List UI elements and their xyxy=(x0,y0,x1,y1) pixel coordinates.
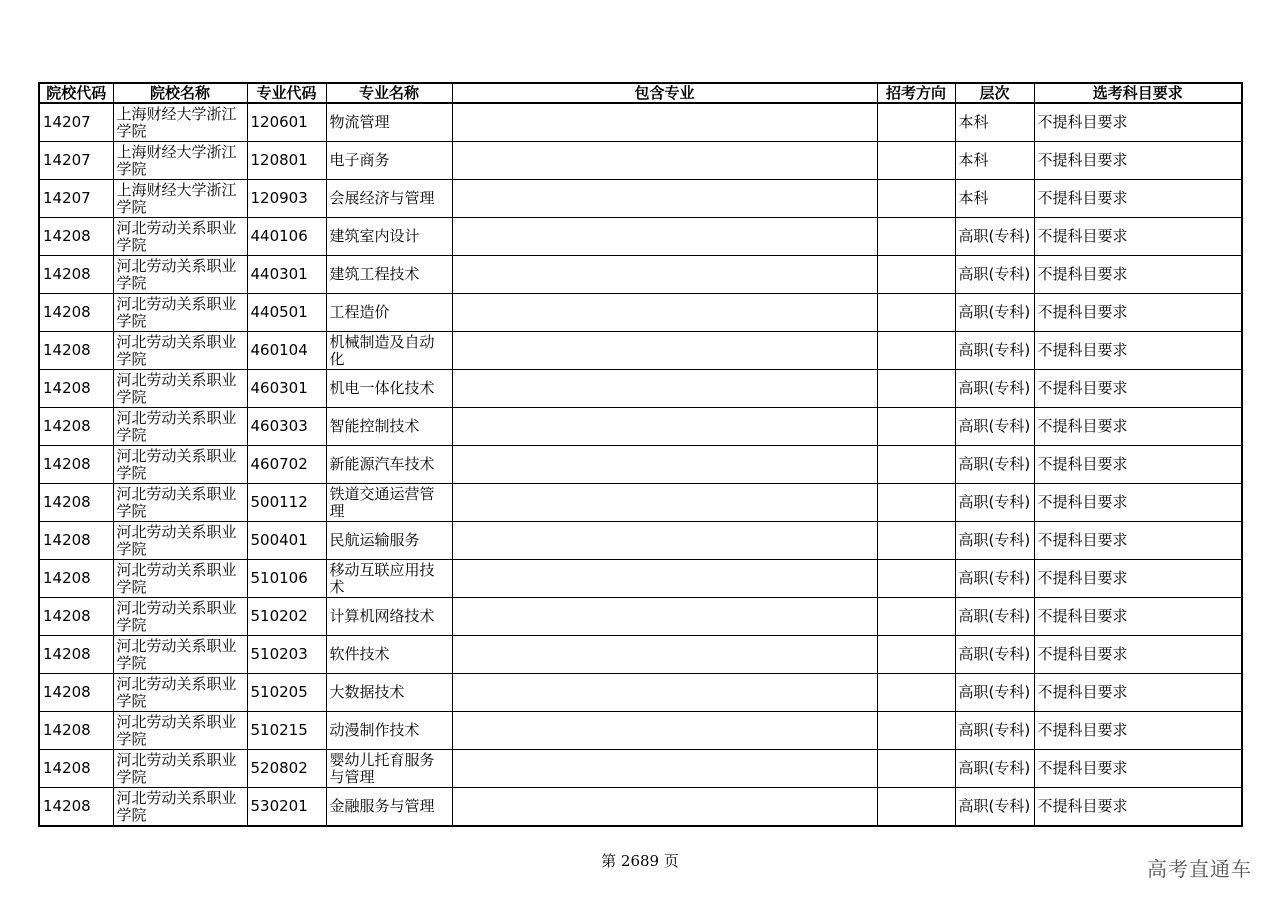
major-code-cell: 120903 xyxy=(247,180,326,218)
direction-cell xyxy=(877,294,955,332)
school-code-cell: 14207 xyxy=(39,103,113,142)
included-majors-cell xyxy=(452,712,877,750)
direction-cell xyxy=(877,522,955,560)
subject-requirement-cell: 不提科目要求 xyxy=(1034,332,1242,370)
major-name-cell: 机械制造及自动化 xyxy=(326,332,452,370)
direction-cell xyxy=(877,674,955,712)
level-cell: 高职(专科) xyxy=(955,218,1034,256)
major-code-cell: 510203 xyxy=(247,636,326,674)
included-majors-cell xyxy=(452,598,877,636)
direction-cell xyxy=(877,712,955,750)
level-cell: 高职(专科) xyxy=(955,370,1034,408)
direction-cell xyxy=(877,218,955,256)
major-name-cell: 金融服务与管理 xyxy=(326,788,452,827)
level-cell: 高职(专科) xyxy=(955,522,1034,560)
level-cell: 高职(专科) xyxy=(955,712,1034,750)
subject-requirement-cell: 不提科目要求 xyxy=(1034,484,1242,522)
subject-requirement-cell: 不提科目要求 xyxy=(1034,256,1242,294)
level-header: 层次 xyxy=(955,83,1034,103)
major-name-cell: 智能控制技术 xyxy=(326,408,452,446)
included-majors-cell xyxy=(452,180,877,218)
level-cell: 高职(专科) xyxy=(955,256,1034,294)
level-cell: 高职(专科) xyxy=(955,636,1034,674)
level-cell: 本科 xyxy=(955,180,1034,218)
table-row xyxy=(39,598,1242,636)
included-majors-header: 包含专业 xyxy=(452,83,877,103)
direction-cell xyxy=(877,180,955,218)
subject-requirement-cell: 不提科目要求 xyxy=(1034,103,1242,142)
school-code-cell: 14208 xyxy=(39,712,113,750)
major-name-cell: 移动互联应用技术 xyxy=(326,560,452,598)
major-code-cell: 510215 xyxy=(247,712,326,750)
included-majors-cell xyxy=(452,636,877,674)
table-row xyxy=(39,408,1242,446)
major-name-cell: 建筑室内设计 xyxy=(326,218,452,256)
direction-cell xyxy=(877,370,955,408)
school-code-cell: 14208 xyxy=(39,636,113,674)
level-cell: 高职(专科) xyxy=(955,484,1034,522)
major-code-cell: 440106 xyxy=(247,218,326,256)
major-name-cell: 大数据技术 xyxy=(326,674,452,712)
included-majors-cell xyxy=(452,484,877,522)
major-name-cell: 动漫制作技术 xyxy=(326,712,452,750)
table-body xyxy=(39,103,1242,826)
major-name-cell: 铁道交通运营管理 xyxy=(326,484,452,522)
school-name-cell: 河北劳动关系职业学院 xyxy=(113,332,247,370)
level-cell: 本科 xyxy=(955,142,1034,180)
table-row xyxy=(39,636,1242,674)
table-row xyxy=(39,446,1242,484)
school-name-cell: 河北劳动关系职业学院 xyxy=(113,636,247,674)
school-name-cell: 河北劳动关系职业学院 xyxy=(113,256,247,294)
school-name-cell: 上海财经大学浙江学院 xyxy=(113,103,247,142)
included-majors-cell xyxy=(452,750,877,788)
major-name-cell: 软件技术 xyxy=(326,636,452,674)
school-code-cell: 14208 xyxy=(39,598,113,636)
watermark-logo-text: 高考直通车 xyxy=(1147,857,1252,881)
major-code-cell: 460303 xyxy=(247,408,326,446)
level-cell: 高职(专科) xyxy=(955,598,1034,636)
subject-requirement-cell: 不提科目要求 xyxy=(1034,560,1242,598)
major-name-cell: 民航运输服务 xyxy=(326,522,452,560)
school-code-cell: 14208 xyxy=(39,256,113,294)
school-name-cell: 河北劳动关系职业学院 xyxy=(113,218,247,256)
table-row xyxy=(39,103,1242,142)
subject-requirement-cell: 不提科目要求 xyxy=(1034,408,1242,446)
subject-requirement-cell: 不提科目要求 xyxy=(1034,674,1242,712)
school-name-cell: 河北劳动关系职业学院 xyxy=(113,712,247,750)
major-name-cell: 物流管理 xyxy=(326,103,452,142)
page-number: 第 2689 页 xyxy=(601,852,679,870)
direction-cell xyxy=(877,332,955,370)
school-name-cell: 河北劳动关系职业学院 xyxy=(113,370,247,408)
subject-requirement-cell: 不提科目要求 xyxy=(1034,712,1242,750)
school-code-cell: 14208 xyxy=(39,522,113,560)
table-row xyxy=(39,484,1242,522)
direction-cell xyxy=(877,484,955,522)
level-cell: 高职(专科) xyxy=(955,788,1034,827)
school-name-cell: 河北劳动关系职业学院 xyxy=(113,408,247,446)
level-cell: 高职(专科) xyxy=(955,446,1034,484)
school-name-cell: 河北劳动关系职业学院 xyxy=(113,788,247,827)
level-cell: 高职(专科) xyxy=(955,332,1034,370)
included-majors-cell xyxy=(452,294,877,332)
subject-requirement-cell: 不提科目要求 xyxy=(1034,370,1242,408)
school-code-cell: 14207 xyxy=(39,180,113,218)
direction-cell xyxy=(877,560,955,598)
major-code-cell: 120801 xyxy=(247,142,326,180)
subject-requirement-cell: 不提科目要求 xyxy=(1034,598,1242,636)
included-majors-cell xyxy=(452,446,877,484)
table-row xyxy=(39,560,1242,598)
school-name-cell: 河北劳动关系职业学院 xyxy=(113,522,247,560)
major-code-cell: 460702 xyxy=(247,446,326,484)
major-code-cell: 510202 xyxy=(247,598,326,636)
admissions-table xyxy=(38,82,1243,827)
school-name-cell: 河北劳动关系职业学院 xyxy=(113,484,247,522)
included-majors-cell xyxy=(452,560,877,598)
major-name-cell: 会展经济与管理 xyxy=(326,180,452,218)
school-code-cell: 14208 xyxy=(39,788,113,827)
level-cell: 高职(专科) xyxy=(955,750,1034,788)
school-code-cell: 14208 xyxy=(39,446,113,484)
direction-cell xyxy=(877,408,955,446)
school-code-cell: 14208 xyxy=(39,674,113,712)
included-majors-cell xyxy=(452,522,877,560)
major-name-cell: 机电一体化技术 xyxy=(326,370,452,408)
major-name-cell: 电子商务 xyxy=(326,142,452,180)
school-name-cell: 河北劳动关系职业学院 xyxy=(113,598,247,636)
level-cell: 高职(专科) xyxy=(955,294,1034,332)
school-name-cell: 河北劳动关系职业学院 xyxy=(113,446,247,484)
subject-requirement-cell: 不提科目要求 xyxy=(1034,788,1242,827)
subject-requirement-cell: 不提科目要求 xyxy=(1034,522,1242,560)
major-code-header: 专业代码 xyxy=(247,83,326,103)
direction-cell xyxy=(877,103,955,142)
school-code-cell: 14208 xyxy=(39,408,113,446)
direction-cell xyxy=(877,256,955,294)
table-row xyxy=(39,218,1242,256)
direction-header: 招考方向 xyxy=(877,83,955,103)
included-majors-cell xyxy=(452,142,877,180)
direction-cell xyxy=(877,750,955,788)
table-row xyxy=(39,370,1242,408)
table-row xyxy=(39,256,1242,294)
major-code-cell: 500401 xyxy=(247,522,326,560)
major-code-cell: 510106 xyxy=(247,560,326,598)
major-code-cell: 510205 xyxy=(247,674,326,712)
major-name-cell: 新能源汽车技术 xyxy=(326,446,452,484)
level-cell: 高职(专科) xyxy=(955,560,1034,598)
direction-cell xyxy=(877,788,955,827)
direction-cell xyxy=(877,446,955,484)
table-row xyxy=(39,142,1242,180)
table-row xyxy=(39,522,1242,560)
subject-requirement-header: 选考科目要求 xyxy=(1034,83,1242,103)
major-code-cell: 440301 xyxy=(247,256,326,294)
major-code-cell: 460301 xyxy=(247,370,326,408)
table-row xyxy=(39,332,1242,370)
major-name-cell: 婴幼儿托育服务与管理 xyxy=(326,750,452,788)
major-name-header: 专业名称 xyxy=(326,83,452,103)
subject-requirement-cell: 不提科目要求 xyxy=(1034,750,1242,788)
subject-requirement-cell: 不提科目要求 xyxy=(1034,636,1242,674)
subject-requirement-cell: 不提科目要求 xyxy=(1034,294,1242,332)
included-majors-cell xyxy=(452,674,877,712)
subject-requirement-cell: 不提科目要求 xyxy=(1034,446,1242,484)
school-name-header: 院校名称 xyxy=(113,83,247,103)
school-name-cell: 河北劳动关系职业学院 xyxy=(113,674,247,712)
included-majors-cell xyxy=(452,218,877,256)
included-majors-cell xyxy=(452,788,877,827)
table-row xyxy=(39,674,1242,712)
school-code-cell: 14208 xyxy=(39,750,113,788)
table-row xyxy=(39,750,1242,788)
direction-cell xyxy=(877,636,955,674)
school-name-cell: 上海财经大学浙江学院 xyxy=(113,180,247,218)
included-majors-cell xyxy=(452,103,877,142)
school-code-header: 院校代码 xyxy=(39,83,113,103)
table-row xyxy=(39,294,1242,332)
header-row xyxy=(39,83,1242,103)
major-name-cell: 计算机网络技术 xyxy=(326,598,452,636)
level-cell: 本科 xyxy=(955,103,1034,142)
school-code-cell: 14208 xyxy=(39,294,113,332)
major-code-cell: 530201 xyxy=(247,788,326,827)
level-cell: 高职(专科) xyxy=(955,408,1034,446)
table-row xyxy=(39,712,1242,750)
major-name-cell: 建筑工程技术 xyxy=(326,256,452,294)
school-code-cell: 14207 xyxy=(39,142,113,180)
table-header xyxy=(39,83,1242,103)
table-row xyxy=(39,180,1242,218)
school-name-cell: 河北劳动关系职业学院 xyxy=(113,560,247,598)
major-code-cell: 520802 xyxy=(247,750,326,788)
major-code-cell: 460104 xyxy=(247,332,326,370)
school-code-cell: 14208 xyxy=(39,560,113,598)
direction-cell xyxy=(877,142,955,180)
school-name-cell: 上海财经大学浙江学院 xyxy=(113,142,247,180)
direction-cell xyxy=(877,598,955,636)
subject-requirement-cell: 不提科目要求 xyxy=(1034,218,1242,256)
included-majors-cell xyxy=(452,370,877,408)
school-name-cell: 河北劳动关系职业学院 xyxy=(113,750,247,788)
included-majors-cell xyxy=(452,256,877,294)
school-code-cell: 14208 xyxy=(39,484,113,522)
major-code-cell: 500112 xyxy=(247,484,326,522)
major-code-cell: 120601 xyxy=(247,103,326,142)
level-cell: 高职(专科) xyxy=(955,674,1034,712)
included-majors-cell xyxy=(452,408,877,446)
school-code-cell: 14208 xyxy=(39,370,113,408)
table-row xyxy=(39,788,1242,827)
included-majors-cell xyxy=(452,332,877,370)
school-code-cell: 14208 xyxy=(39,218,113,256)
major-code-cell: 440501 xyxy=(247,294,326,332)
school-name-cell: 河北劳动关系职业学院 xyxy=(113,294,247,332)
subject-requirement-cell: 不提科目要求 xyxy=(1034,180,1242,218)
subject-requirement-cell: 不提科目要求 xyxy=(1034,142,1242,180)
major-name-cell: 工程造价 xyxy=(326,294,452,332)
school-code-cell: 14208 xyxy=(39,332,113,370)
